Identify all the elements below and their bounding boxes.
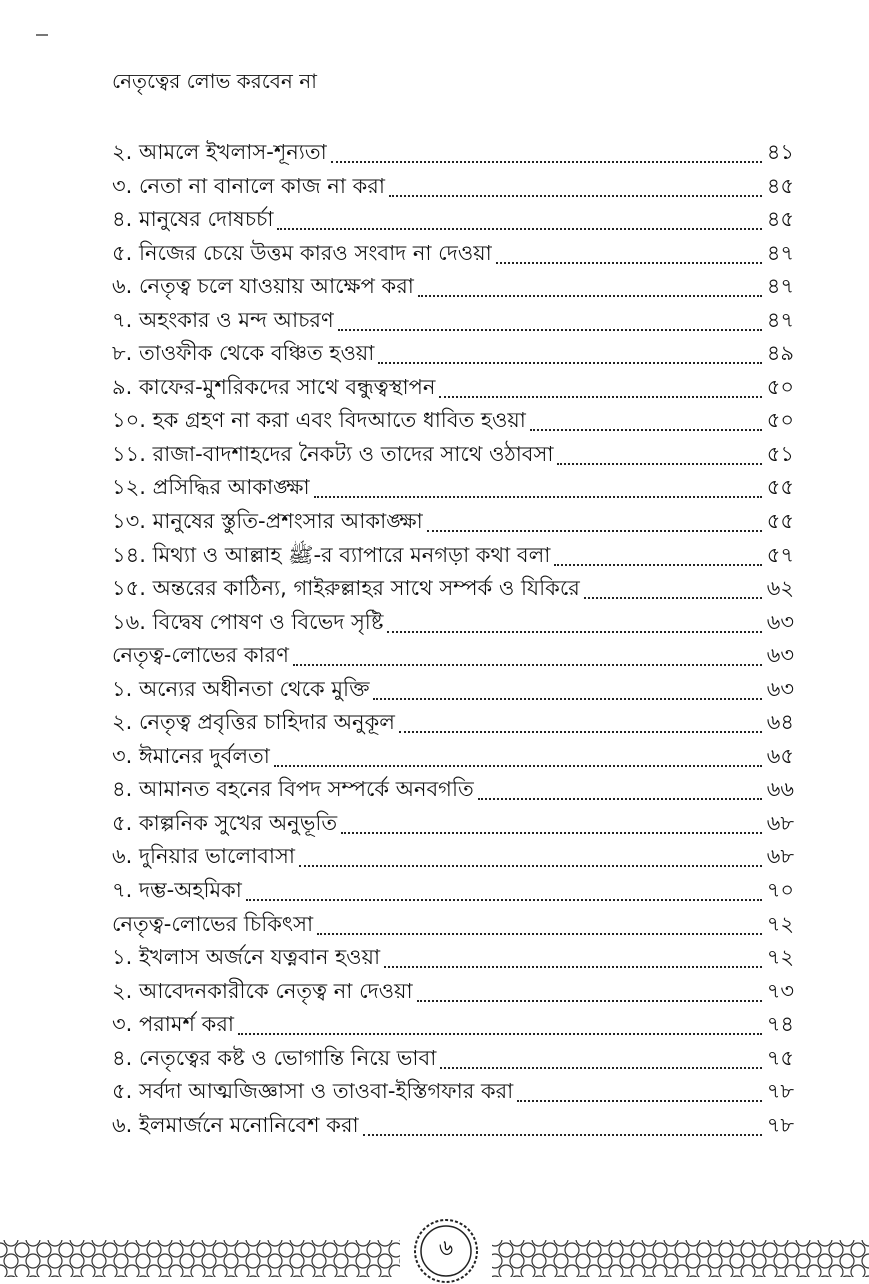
toc-entry-title: ৫. সর্বদা আত্মজিজ্ঞাসা ও তাওবা-ইস্তিগফার করা: [112, 1079, 514, 1104]
toc-entry-title: ১৩. মানুষের স্তুতি-প্রশংসার আকাঙ্ক্ষা: [112, 509, 423, 534]
toc-entry-page: ৭২: [766, 945, 794, 970]
toc-entry: [112, 337, 794, 367]
toc-entry-title: ১৫. অন্তরের কাঠিন্য, গাইরুল্লাহর সাথে সম্পর্ক ও যিকিরে: [112, 576, 580, 601]
toc-entry-title: ১২. প্রসিদ্ধির আকাঙ্ক্ষা: [112, 475, 310, 500]
dot-leader: [238, 1032, 762, 1035]
toc-entry-page: ৪৭: [766, 240, 794, 265]
dot-leader: [427, 529, 762, 532]
dot-leader: [246, 898, 762, 901]
toc-entry-title: ১. ইখলাস অর্জনে যত্নবান হওয়া: [112, 945, 381, 970]
dot-leader: [417, 999, 762, 1002]
toc-entry-title: ৭. দম্ভ-অহমিকা: [112, 878, 242, 903]
dot-leader: [439, 395, 762, 398]
dot-leader: [478, 797, 762, 800]
dot-leader: [373, 697, 762, 700]
toc-entry: [112, 371, 794, 401]
toc-entry-title: ১০. হক গ্রহণ না করা এবং বিদআতে ধাবিত হওয়া: [112, 408, 526, 433]
dot-leader: [496, 261, 762, 264]
toc-entry: [112, 1042, 794, 1072]
running-head: নেতৃত্বের লোভ করবেন না: [112, 69, 317, 93]
page-number: ৬: [438, 1236, 454, 1261]
toc-entry-page: ৬৪: [766, 710, 794, 735]
dot-leader: [530, 428, 762, 431]
toc-entry-title: ৯. কাফের-মুশরিকদের সাথে বন্ধুত্বস্থাপন: [112, 374, 436, 399]
toc-entry-page: ৫০: [766, 374, 794, 399]
toc-entry-title: ৩. পরামর্শ করা: [112, 1012, 234, 1037]
toc-entry-page: ৭০: [766, 878, 794, 903]
toc-entry-title: নেতৃত্ব-লোভের চিকিৎসা: [112, 911, 314, 936]
toc-entry: [112, 170, 794, 200]
dot-leader: [378, 361, 762, 364]
toc-entry-title: ৪. নেতৃত্বের কষ্ট ও ভোগান্তি নিয়ে ভাবা: [112, 1045, 437, 1070]
toc-entry-title: ৪. আমানত বহনের বিপদ সম্পর্কে অনবগতি: [112, 777, 474, 802]
toc-entry: [112, 471, 794, 501]
dot-leader: [440, 1066, 762, 1069]
toc-entry: [112, 539, 794, 569]
toc-entry-title: ১. অন্যের অধীনতা থেকে মুক্তি: [112, 676, 370, 701]
toc-entry-title: ১১. রাজা-বাদশাহদের নৈকট্য ও তাদের সাথে ওঠাবসা: [112, 441, 554, 466]
dot-leader: [314, 495, 762, 498]
toc-entry-page: ৭৪: [766, 1012, 794, 1037]
toc-entry: [112, 1075, 794, 1105]
toc-entry-page: ৫০: [766, 408, 794, 433]
toc-entry-page: ৬২: [766, 576, 794, 601]
toc-entry-title: ১৬. বিদ্বেষ পোষণ ও বিভেদ সৃষ্টি: [112, 609, 384, 634]
toc-entry: [112, 840, 794, 870]
dot-leader: [399, 730, 762, 733]
dot-leader: [584, 596, 762, 599]
toc-entry: [112, 941, 794, 971]
toc-entry-page: ৬৩: [766, 609, 794, 634]
dot-leader: [293, 663, 762, 666]
toc-entry-title: ৪. মানুষের দোষচর্চা: [112, 207, 274, 232]
toc-entry-page: ৫৫: [766, 509, 794, 534]
toc-entry: [112, 773, 794, 803]
toc-entry: [112, 639, 794, 669]
toc-entry-title: ২. আবেদনকারীকে নেতৃত্ব না দেওয়া: [112, 978, 413, 1003]
toc-entry-title: ৮. তাওফীক থেকে বঞ্চিত হওয়া: [112, 341, 375, 366]
toc-entry-title: ৬. ইলমার্জনে মনোনিবেশ করা: [112, 1112, 359, 1137]
toc-entry-page: ৫৭: [766, 542, 794, 567]
dot-leader: [338, 328, 762, 331]
toc-entry-title: ৩. ঈমানের দুর্বলতা: [112, 743, 270, 768]
toc-entry: [112, 606, 794, 636]
toc-entry: [112, 1109, 794, 1139]
toc-entry-page: ৭৮: [766, 1112, 794, 1137]
toc-entry-page: ৪৭: [766, 307, 794, 332]
toc-entry: [112, 908, 794, 938]
toc-entry-page: ৪৫: [766, 173, 794, 198]
toc-entry-page: ৪১: [766, 140, 794, 164]
dot-leader: [341, 831, 762, 834]
toc-entry-page: ৪৯: [766, 341, 794, 366]
toc-entry: [112, 807, 794, 837]
scan-mark: [36, 34, 48, 36]
toc-entry-title: ৫. কাল্পনিক সুখের অনুভূতি: [112, 810, 338, 835]
dot-leader: [331, 160, 762, 163]
toc-entry: [112, 673, 794, 703]
toc-entry: [112, 505, 794, 535]
toc-entry-title: ৬. দুনিয়ার ভালোবাসা: [112, 844, 295, 869]
toc-entry: [112, 1008, 794, 1038]
toc-entry: [112, 203, 794, 233]
toc-entry: [112, 975, 794, 1005]
dot-leader: [299, 864, 762, 867]
toc-entry-title: ৭. অহংকার ও মন্দ আচরণ: [112, 307, 334, 332]
toc-entry-page: ৫১: [766, 441, 794, 466]
toc-entry-page: ৬৬: [766, 777, 794, 802]
toc-entry-title: ৬. নেতৃত্ব চলে যাওয়ায় আক্ষেপ করা: [112, 274, 414, 299]
dot-leader: [384, 965, 762, 968]
toc-entry-page: ৭২: [766, 911, 794, 936]
toc-entry: [112, 404, 794, 434]
toc-entry: [112, 572, 794, 602]
toc-entry: [112, 438, 794, 468]
dot-leader: [554, 563, 762, 566]
toc-entry-page: ৭৩: [766, 978, 794, 1003]
toc-entry-page: ৬৩: [766, 643, 794, 668]
toc-entry-title: নেতৃত্ব-লোভের কারণ: [112, 643, 289, 668]
dot-leader: [387, 630, 762, 633]
toc-entry: [112, 270, 794, 300]
toc-entry-page: ৬৮: [766, 844, 794, 869]
toc-entry: [112, 237, 794, 267]
toc-entry-title: ২. আমলে ইখলাস-শূন্যতা: [112, 140, 327, 164]
toc-entry-title: ৫. নিজের চেয়ে উত্তম কারও সংবাদ না দেওয়া: [112, 240, 492, 265]
toc-entry: [112, 740, 794, 770]
dot-leader: [363, 1133, 762, 1136]
toc-entry: [112, 874, 794, 904]
dot-leader: [418, 294, 762, 297]
toc-entry: [112, 304, 794, 334]
toc-entry-title: ৩. নেতা না বানালে কাজ না করা: [112, 173, 385, 198]
dot-leader: [557, 462, 762, 465]
dot-leader: [317, 932, 762, 935]
dot-leader: [517, 1099, 762, 1102]
toc-entry-page: ৭৫: [766, 1045, 794, 1070]
toc-entry-page: ৪৭: [766, 274, 794, 299]
dot-leader: [389, 194, 762, 197]
toc-entry-page: ৬৩: [766, 676, 794, 701]
toc-entry-title: ১৪. মিথ্যা ও আল্লাহ ﷺ-র ব্যাপারে মনগড়া কথা বলা: [112, 542, 551, 567]
toc-entry: [112, 136, 794, 166]
toc-entry-page: ৫৫: [766, 475, 794, 500]
page-number-badge: [413, 1218, 479, 1284]
dot-leader: [277, 227, 762, 230]
toc-entry-page: ৬৫: [766, 743, 794, 768]
table-of-contents: [112, 136, 794, 1142]
toc-entry-page: ৬৮: [766, 810, 794, 835]
dot-leader: [274, 764, 762, 767]
toc-entry-title: ২. নেতৃত্ব প্রবৃত্তির চাহিদার অনুকূল: [112, 710, 395, 735]
toc-entry-page: ৪৫: [766, 207, 794, 232]
toc-entry: [112, 706, 794, 736]
toc-entry-page: ৭৮: [766, 1079, 794, 1104]
